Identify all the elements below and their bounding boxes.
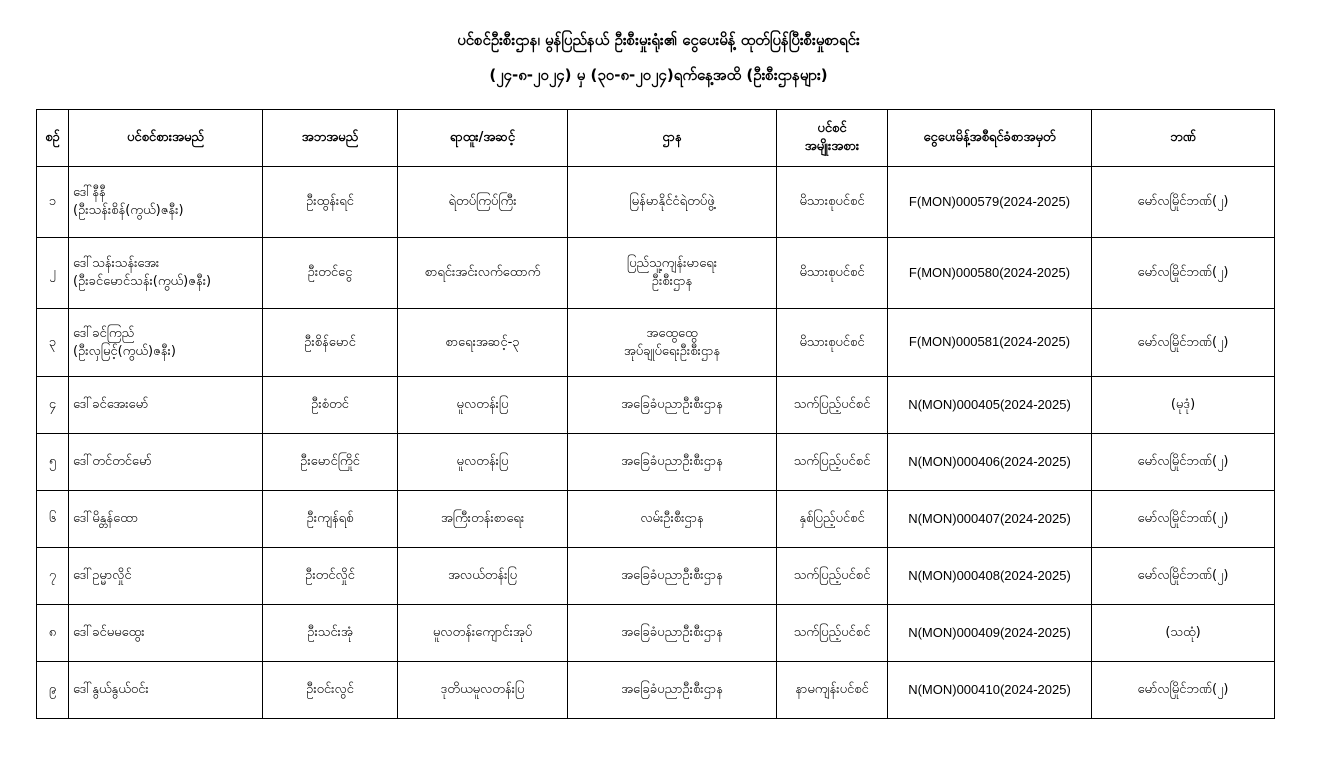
table-header-row [37,110,1275,167]
row-no: ၃ [48,334,57,350]
cell-order-no [888,167,1092,238]
cell-pensioner-name [69,491,263,548]
cell-rank [398,377,568,434]
cell-department [568,377,777,434]
header-pensioner-name: ပင်စင်စားအမည် [69,110,263,167]
header-pension-type-line1: ပင်စင် [817,121,847,136]
father-name: ဦးစံတင် [311,397,349,412]
header-pension-type [777,110,888,167]
father-name: ဦးမောင်ကြိုင် [300,454,360,469]
pension-type: နာမကျန်းပင်စင် [795,682,869,697]
bank-name: မော်လမြိုင်ဘဏ်(၂) [1137,511,1229,526]
row-no: ၈ [48,625,57,640]
pensioner-name: ဒေါ်ခင်ကြည် [73,325,135,341]
bank-name: မော်လမြိုင်ဘဏ်(၂) [1137,334,1229,350]
cell-father-name [263,238,398,309]
cell-no [37,309,69,377]
cell-order-no [888,548,1092,605]
cell-no [37,238,69,309]
cell-order-no [888,605,1092,662]
cell-pension-type [777,377,888,434]
department-line2: ဦးစီးဌာန [651,274,693,289]
order-number: N(MON)000408(2024-2025) [908,567,1071,583]
father-name: ဦးသင်းအုံ [307,625,353,640]
pension-type: မိသားစုပင်စင် [799,265,865,280]
cell-department [568,309,777,377]
department: ပြည်သူ့ကျန်းမာရေး [626,256,718,271]
cell-pension-type [777,167,888,238]
cell-rank [398,662,568,719]
header-pension-type-line2: အမျိုးအစား [804,139,860,154]
order-number: F(MON)000579(2024-2025) [908,193,1071,209]
order-number: N(MON)000406(2024-2025) [908,453,1071,469]
cell-pensioner-name [69,662,263,719]
department: အခြေခံပညာဦးစီးဌာန [621,625,723,640]
cell-no [37,377,69,434]
pensioner-name: ဒေါ်သန်းသန်းအေး [73,256,160,271]
cell-order-no [888,434,1092,491]
cell-pensioner-name [69,377,263,434]
row-no: ၄ [48,397,57,412]
cell-bank [1092,548,1275,605]
pension-type: မိသားစုပင်စင် [799,334,865,350]
cell-department [568,491,777,548]
pensioner-name: ဒေါ်နွယ်နွယ်ဝင်း [73,682,149,697]
father-name: ဦးတင်လှိုင် [305,568,355,583]
table-row [37,662,1275,719]
pensioner-name: ဒေါ်ခင်မမထွေး [73,625,145,640]
cell-rank [398,309,568,377]
rank: မူလတန်းပြ [456,454,509,469]
cell-pensioner-name [69,434,263,491]
rank: ဒုတိယမူလတန်းပြ [440,682,525,697]
order-number: N(MON)000410(2024-2025) [908,681,1071,697]
cell-pension-type [777,238,888,309]
cell-no [37,434,69,491]
pension-type: မိသားစုပင်စင် [799,194,865,209]
header-father-name: အဘအမည် [263,110,398,167]
cell-order-no [888,238,1092,309]
cell-department [568,238,777,309]
bank-name: မော်လမြိုင်ဘဏ်(၂) [1137,265,1229,280]
header-bank: ဘဏ် [1092,110,1275,167]
bank-name: မော်လမြိုင်ဘဏ်(၂) [1137,568,1229,583]
rank: အကြီးတန်းစာရေး [440,511,525,526]
cell-pensioner-name [69,167,263,238]
cell-no [37,491,69,548]
pensioner-name: ဒေါ်မိန္တန်ထော [73,511,139,526]
cell-pensioner-name [69,309,263,377]
cell-bank [1092,309,1275,377]
cell-rank [398,434,568,491]
rank: မူလတန်းပြ [456,397,509,412]
bank-name: မော်လမြိုင်ဘဏ်(၂) [1137,454,1229,469]
pensioner-name: ဒေါ်ဥမ္မာလှိုင် [73,568,132,583]
cell-no [37,662,69,719]
rank: မူလတန်းကျောင်းအုပ် [432,625,533,640]
table-row [37,377,1275,434]
pensioner-name: ဒေါ်နီနီ [73,185,106,200]
cell-bank [1092,434,1275,491]
father-name: ဦးစိန်မောင် [304,334,356,350]
pension-type: သက်ပြည့်ပင်စင် [793,397,871,412]
cell-department [568,548,777,605]
cell-father-name [263,605,398,662]
cell-no [37,548,69,605]
cell-department [568,434,777,491]
cell-pension-type [777,605,888,662]
cell-father-name [263,167,398,238]
rank: ရဲတပ်ကြပ်ကြီး [448,194,517,209]
table-row [37,605,1275,662]
bank-name: မော်လမြိုင်ဘဏ်(၂) [1137,194,1229,209]
document-date-range: (၂၄-၈-၂၀၂၄) မှ (၃၀-၈-၂၀၂၄)ရက်နေ့အထိ (ဦးစီးဌာနများ) [489,66,828,84]
cell-pension-type [777,434,888,491]
cell-father-name [263,309,398,377]
bank-name: မော်လမြိုင်ဘဏ်(၂) [1137,682,1229,697]
department: လမ်းဦးစီးဌာန [640,511,704,526]
father-name: ဦးထွန်းရင် [306,194,354,209]
department: အခြေခံပညာဦးစီးဌာန [621,397,723,412]
table-row [37,434,1275,491]
pension-type: သက်ပြည့်ပင်စင် [793,454,871,469]
cell-bank [1092,167,1275,238]
cell-rank [398,238,568,309]
cell-father-name [263,377,398,434]
row-no: ၂ [49,265,56,280]
table-row [37,167,1275,238]
cell-father-name [263,434,398,491]
row-no: ၁ [48,194,57,209]
pension-type: သက်ပြည့်ပင်စင် [793,568,871,583]
table-row [37,309,1275,377]
rank: စာရေးအဆင့်-၃ [445,334,520,350]
row-no: ၇ [48,568,57,583]
department: မြန်မာနိုင်ငံရဲတပ်ဖွဲ့ [629,194,715,209]
bank-name: (မုဒုံ) [1170,397,1196,412]
bank-name: (သထုံ) [1165,625,1201,640]
cell-bank [1092,491,1275,548]
cell-department [568,605,777,662]
father-name: ဦးတင်ငွေ [307,265,353,280]
cell-pension-type [777,662,888,719]
cell-order-no [888,309,1092,377]
cell-no [37,167,69,238]
department: အခြေခံပညာဦးစီးဌာန [621,454,723,469]
order-number: N(MON)000407(2024-2025) [908,510,1071,526]
table-row [37,238,1275,309]
cell-bank [1092,238,1275,309]
department: အခြေခံပညာဦးစီးဌာန [621,568,723,583]
header-rank: ရာထူး/အဆင့် [398,110,568,167]
rank: အလယ်တန်းပြ [447,568,518,583]
cell-bank [1092,662,1275,719]
father-name: ဦးဝင်းလွင် [306,682,354,697]
pension-type: နှစ်ပြည့်ပင်စင် [799,511,865,526]
cell-bank [1092,605,1275,662]
father-name: ဦးကျန်ရစ် [306,511,354,526]
pension-type: သက်ပြည့်ပင်စင် [793,625,871,640]
row-no: ၆ [48,511,57,526]
cell-rank [398,491,568,548]
pensioner-spouse-note: (ဦးလှမြင့်(ကွယ်)ဇနီး) [73,343,176,359]
rank: စာရင်းအင်းလက်ထောက် [424,265,541,280]
header-department: ဌာန [568,110,777,167]
order-number: N(MON)000405(2024-2025) [908,396,1071,412]
cell-rank [398,167,568,238]
pensioner-spouse-note: (ဦးသန်းစိန်(ကွယ်)ဇနီး) [73,203,184,218]
cell-no [37,605,69,662]
cell-order-no [888,377,1092,434]
cell-father-name [263,491,398,548]
department: အထွေထွေ [646,325,698,341]
cell-bank [1092,377,1275,434]
cell-rank [398,548,568,605]
cell-department [568,167,777,238]
order-number: N(MON)000409(2024-2025) [908,624,1071,640]
order-number: F(MON)000580(2024-2025) [908,264,1071,280]
cell-pension-type [777,548,888,605]
cell-father-name [263,662,398,719]
cell-pensioner-name [69,238,263,309]
header-no: စဉ် [37,110,69,167]
table-row [37,491,1275,548]
pension-order-table [36,109,1275,719]
row-no: ၅ [48,454,57,469]
cell-pensioner-name [69,548,263,605]
table-row [37,548,1275,605]
pensioner-spouse-note: (ဦးခင်မောင်သန်း(ကွယ်)ဇနီး) [73,274,212,289]
cell-pension-type [777,309,888,377]
document-title: ပင်စင်ဦးစီးဌာန၊ မွန်ပြည်နယ် ဦးစီးမှုးရုံး၏ ငွေပေးမိန့် ထုတ်ပြန်ပြီးစီးမှုစာရင်း [457,31,860,49]
cell-order-no [888,491,1092,548]
pensioner-name: ဒေါ်ခင်အေးမော် [73,397,149,412]
cell-department [568,662,777,719]
cell-order-no [888,662,1092,719]
department-line2: အုပ်ချုပ်ရေးဦးစီးဌာန [623,343,721,359]
department: အခြေခံပညာဦးစီးဌာန [621,682,723,697]
cell-father-name [263,548,398,605]
pensioner-name: ဒေါ်တင်တင်မော် [73,454,152,469]
table-body [37,167,1275,719]
cell-pension-type [777,491,888,548]
cell-pensioner-name [69,605,263,662]
order-number: F(MON)000581(2024-2025) [908,334,1071,349]
row-no: ၉ [48,682,57,697]
cell-rank [398,605,568,662]
header-order-no: ငွေပေးမိန့်အစီရင်ခံစာအမှတ် [888,110,1092,167]
